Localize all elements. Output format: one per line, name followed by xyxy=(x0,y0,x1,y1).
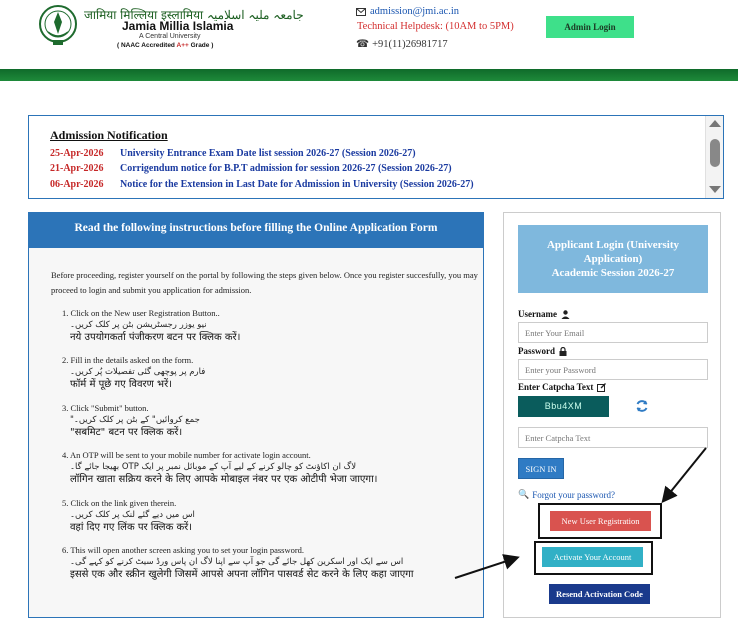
notification-date: 06-Apr-2026 xyxy=(50,179,104,190)
key-icon: 🔍 xyxy=(518,489,530,499)
instruction-step xyxy=(62,403,477,440)
step-urdu: اس میں دیے گئے لنک پر کلک کریں۔ xyxy=(70,510,195,520)
step-hindi: "सबमिट" बटन पर क्लिक करें। xyxy=(70,427,183,438)
notification-item[interactable] xyxy=(50,163,452,174)
step-urdu: اس سے ایک اور اسکرین کھل جائے گی جو آپ سے اپنا لاگ ان پاس ورڈ سیٹ کرنے کو کہے گی۔ xyxy=(70,557,404,567)
step-english: 2. Fill in the details asked on the form. xyxy=(62,355,194,365)
step-english: 5. Click on the link given therein. xyxy=(62,498,177,508)
email-link[interactable]: admission@jmi.ac.in xyxy=(370,6,459,17)
username-label: Username xyxy=(518,309,570,319)
university-logo xyxy=(38,4,78,46)
instructions-intro: Before proceeding, register yourself on the portal by following the steps given below. Once you register succesfully, you may proceed to login and submit you application for admission. xyxy=(51,270,478,295)
admin-login-button[interactable]: Admin Login xyxy=(546,16,634,38)
header-divider-bar xyxy=(0,69,738,81)
scroll-down-arrow-icon[interactable] xyxy=(709,186,721,193)
step-hindi: इससे एक और स्क्रीन खुलेगी जिसमें आपसे अपना लॉगिन पासवर्ड सेट करने के लिए कहा जाएगा xyxy=(70,569,414,580)
step-english: 4. An OTP will be sent to your mobile number for activate login account. xyxy=(62,450,311,460)
step-hindi: फॉर्म में पूछे गए विवरण भरें। xyxy=(70,379,172,390)
step-urdu: لاگ ان اکاؤنٹ کو چالو کرنے کے لیے آپ کے موبائل نمبر پر ایک OTP بھیجا جائے گا۔ xyxy=(70,462,357,472)
captcha-input[interactable] xyxy=(518,427,708,448)
edit-icon xyxy=(597,383,606,392)
refresh-captcha-icon[interactable] xyxy=(635,399,649,413)
university-name: Jamia Millia Islamia xyxy=(122,19,234,33)
phone-number: +91(11)26981717 xyxy=(372,38,448,50)
email-input[interactable] xyxy=(518,322,708,343)
instruction-step xyxy=(62,308,477,345)
new-user-registration-button[interactable]: New User Registration xyxy=(550,511,651,531)
technical-helpdesk: Technical Helpdesk: (10AM to 5PM) xyxy=(357,21,514,32)
notification-title: Admission Notification xyxy=(50,128,168,142)
notification-link[interactable]: University Entrance Exam Date list session 2026-27 (Session 2026-27) xyxy=(120,148,416,159)
captcha-image: Bbu4XM xyxy=(518,396,609,417)
captcha-label: Enter Catpcha Text xyxy=(518,382,606,392)
notification-item[interactable] xyxy=(50,148,416,159)
instructions-panel xyxy=(28,212,484,618)
admission-notification-box xyxy=(28,115,724,199)
naac-accreditation: ( NAAC Accredited A++ Grade ) xyxy=(117,42,214,49)
user-icon xyxy=(561,310,570,319)
lock-icon xyxy=(559,347,567,356)
step-hindi: नये उपयोगकर्ता पंजीकरण बटन पर क्लिक करें। xyxy=(70,332,241,343)
scroll-thumb[interactable] xyxy=(710,139,720,167)
notification-scrollbar[interactable] xyxy=(705,116,723,198)
step-english: 3. Click "Submit" button. xyxy=(62,403,149,413)
step-urdu: نیو یوزر رجسٹریشن بٹن پر کلک کریں۔ xyxy=(70,320,207,330)
instruction-step xyxy=(62,498,477,535)
applicant-login-panel xyxy=(503,212,721,618)
step-urdu: جمع کروائیں" کے بٹن پر کلک کریں۔" xyxy=(70,415,200,425)
password-label: Password xyxy=(518,346,567,356)
notification-item[interactable] xyxy=(50,179,474,190)
notification-date: 25-Apr-2026 xyxy=(50,148,104,159)
activate-account-button[interactable]: Activate Your Account xyxy=(542,547,643,567)
scroll-up-arrow-icon[interactable] xyxy=(709,120,721,127)
login-heading: Applicant Login (University Application) Academic Session 2026-27 xyxy=(518,225,708,293)
step-urdu: فارم پر پوچھی گئی تفصیلات پُر کریں۔ xyxy=(70,367,206,377)
contact-phone xyxy=(356,38,448,50)
sign-in-button[interactable]: SIGN IN xyxy=(518,458,564,479)
notification-link[interactable]: Corrigendum notice for B.P.T admission for session 2026-27 (Session 2026-27) xyxy=(120,163,452,174)
notification-date: 21-Apr-2026 xyxy=(50,163,104,174)
contact-email[interactable] xyxy=(356,6,459,17)
password-input[interactable] xyxy=(518,359,708,380)
instruction-step xyxy=(62,355,477,392)
forgot-password-link[interactable]: 🔍 Forgot your password? xyxy=(518,489,616,500)
notification-link[interactable]: Notice for the Extension in Last Date for Admission in University (Session 2026-27) xyxy=(120,179,474,190)
step-english: 6. This will open another screen asking you to set your login password. xyxy=(62,545,305,555)
step-hindi: लॉगिन खाता सक्रिय करने के लिए आपके मोबाइल नंबर पर एक ओटीपी भेजा जाएगा। xyxy=(70,474,378,485)
university-subtitle: A Central University xyxy=(139,33,201,40)
instructions-heading: Read the following instructions before filling the Online Application Form xyxy=(29,213,483,248)
envelope-icon xyxy=(356,8,366,16)
step-hindi: वहां दिए गए लिंक पर क्लिक करें। xyxy=(70,522,193,533)
instruction-step xyxy=(62,545,477,582)
step-english: 1. Click on the New user Registration Button.. xyxy=(62,308,220,318)
phone-icon: ☎ xyxy=(356,39,370,50)
instruction-step xyxy=(62,450,477,487)
resend-activation-button[interactable]: Resend Activation Code xyxy=(549,584,650,604)
university-name-hindi-urdu: जामिया मिल्लिया इस्लामिया جامعہ ملیہ اسلامیہ xyxy=(84,8,304,22)
